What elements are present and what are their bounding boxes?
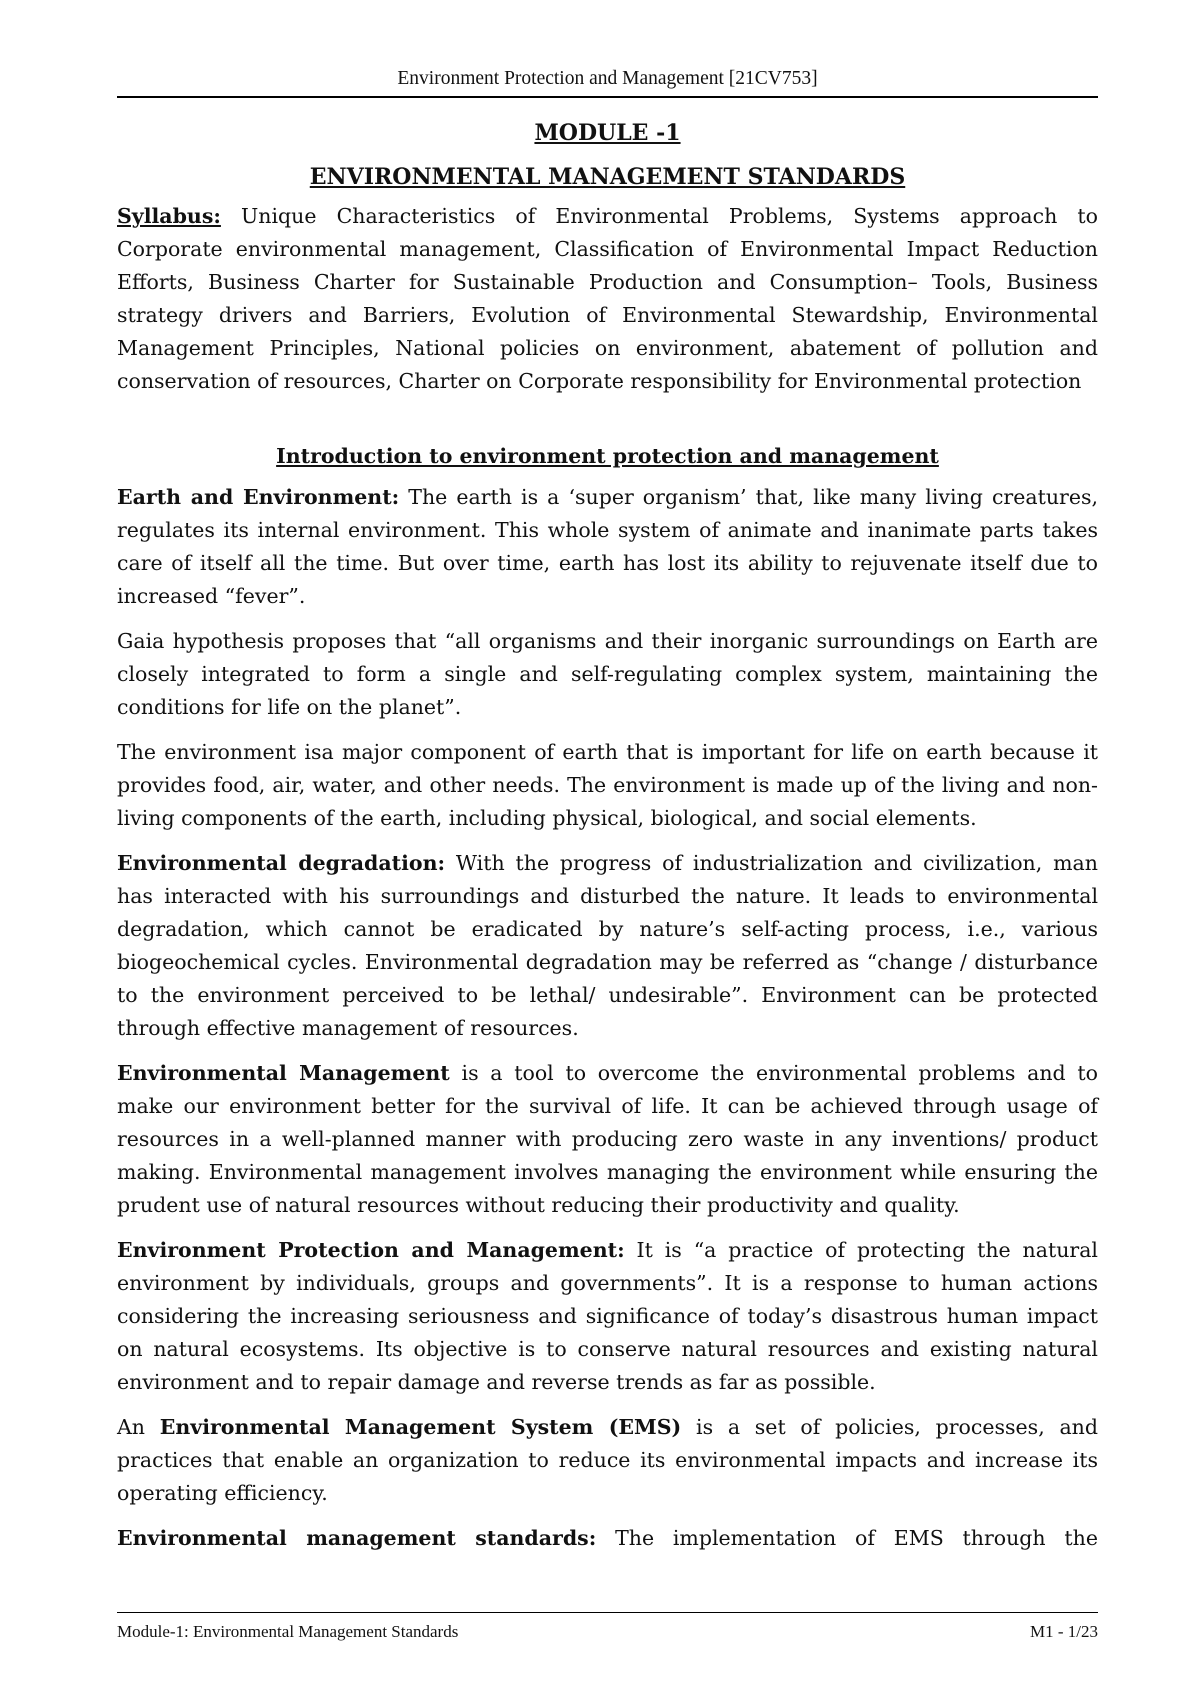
earth-lead: Earth and Environment: — [117, 485, 400, 509]
protection-paragraph — [117, 1234, 1098, 1399]
header-rule — [117, 96, 1098, 98]
ems-paragraph — [117, 1411, 1098, 1510]
page-number: M1 - 1/23 — [1030, 1622, 1098, 1641]
module-title: MODULE -1 — [534, 120, 681, 146]
degradation-text: With the progress of industrialization and civilization, man has interacted with his surroundings and disturbed the nature. It leads to environmental degradation, which cannot be eradicated by nature’s self-acting process, i.e., various biogeochemical cycles. Environmental degradation may be referred as “change / disturbance to the environment perceived to be lethal/ undesirable”. Environment can be protected through effective management of resources. — [117, 851, 1098, 1040]
syllabus-paragraph — [117, 200, 1098, 398]
earth-paragraph — [117, 481, 1098, 613]
footer-rule — [117, 1612, 1098, 1613]
syllabus-text: Unique Characteristics of Environmental Problems, Systems approach to Corporate environmental management, Classification of Environmental Impact Reduction Efforts, Business Charter for Sustainable Production and Consumption– Tools, Business strategy drivers and Barriers, Evolution of Environmental Stewardship, Environmental Management Principles, National policies on environment, abatement of pollution and conservation of resources, Charter on Corporate responsibility for Environmental protection — [117, 204, 1098, 393]
ems-text: is a set of policies, processes, and practices that enable an organization to reduce its environmental impacts and increase its operating efficiency. — [117, 1415, 1098, 1505]
standards-text: The implementation of EMS through the — [596, 1526, 1098, 1550]
gaia-paragraph: Gaia hypothesis proposes that “all organisms and their inorganic surroundings on Earth are closely integrated to form a single and self-regulating complex system, maintaining the conditions for life on the planet”. — [117, 629, 1098, 719]
degradation-paragraph — [117, 847, 1098, 1045]
ems-lead: Environmental Management System (EMS) — [159, 1415, 682, 1439]
management-paragraph — [117, 1057, 1098, 1222]
running-header: Environment Protection and Management [21CV753] — [397, 68, 818, 89]
environment-paragraph: The environment isa major component of earth that is important for life on earth because it provides food, air, water, and other needs. The environment is made up of the living and non-living components of the earth, including physical, biological, and social elements. — [117, 740, 1098, 830]
ems-prefix: An — [117, 1415, 160, 1439]
syllabus-label: Syllabus: — [117, 204, 221, 228]
management-lead: Environmental Management — [117, 1061, 450, 1085]
standards-lead: Environmental management standards: — [117, 1526, 597, 1550]
protection-text: It is “a practice of protecting the natural environment by individuals, groups and governments”. It is a response to human actions considering the increasing seriousness and significance of today’s disastrous human impact on natural ecosystems. Its objective is to conserve natural resources and existing natural environment and to repair damage and reverse trends as far as possible. — [117, 1238, 1098, 1394]
page-content — [117, 112, 1098, 1567]
section-title: Introduction to environment protection and management — [276, 444, 939, 468]
earth-text: The earth is a ‘super organism’ that, like many living creatures, regulates its internal environment. This whole system of animate and inanimate parts takes care of itself all the time. But over time, earth has lost its ability to rejuvenate itself due to increased “fever”. — [117, 485, 1098, 608]
degradation-lead: Environmental degradation: — [117, 851, 446, 875]
management-text: is a tool to overcome the environmental problems and to make our environment better for the survival of life. It can be achieved through usage of resources in a well-planned manner with producing zero waste in any inventions/ product making. Environmental management involves managing the environment while ensuring the prudent use of natural resources without reducing their productivity and quality. — [117, 1061, 1098, 1217]
standards-paragraph — [117, 1522, 1098, 1555]
module-subtitle: ENVIRONMENTAL MANAGEMENT STANDARDS — [309, 164, 906, 190]
protection-lead: Environment Protection and Management: — [117, 1238, 625, 1262]
footer-module-label: Module-1: Environmental Management Standards — [117, 1622, 459, 1641]
